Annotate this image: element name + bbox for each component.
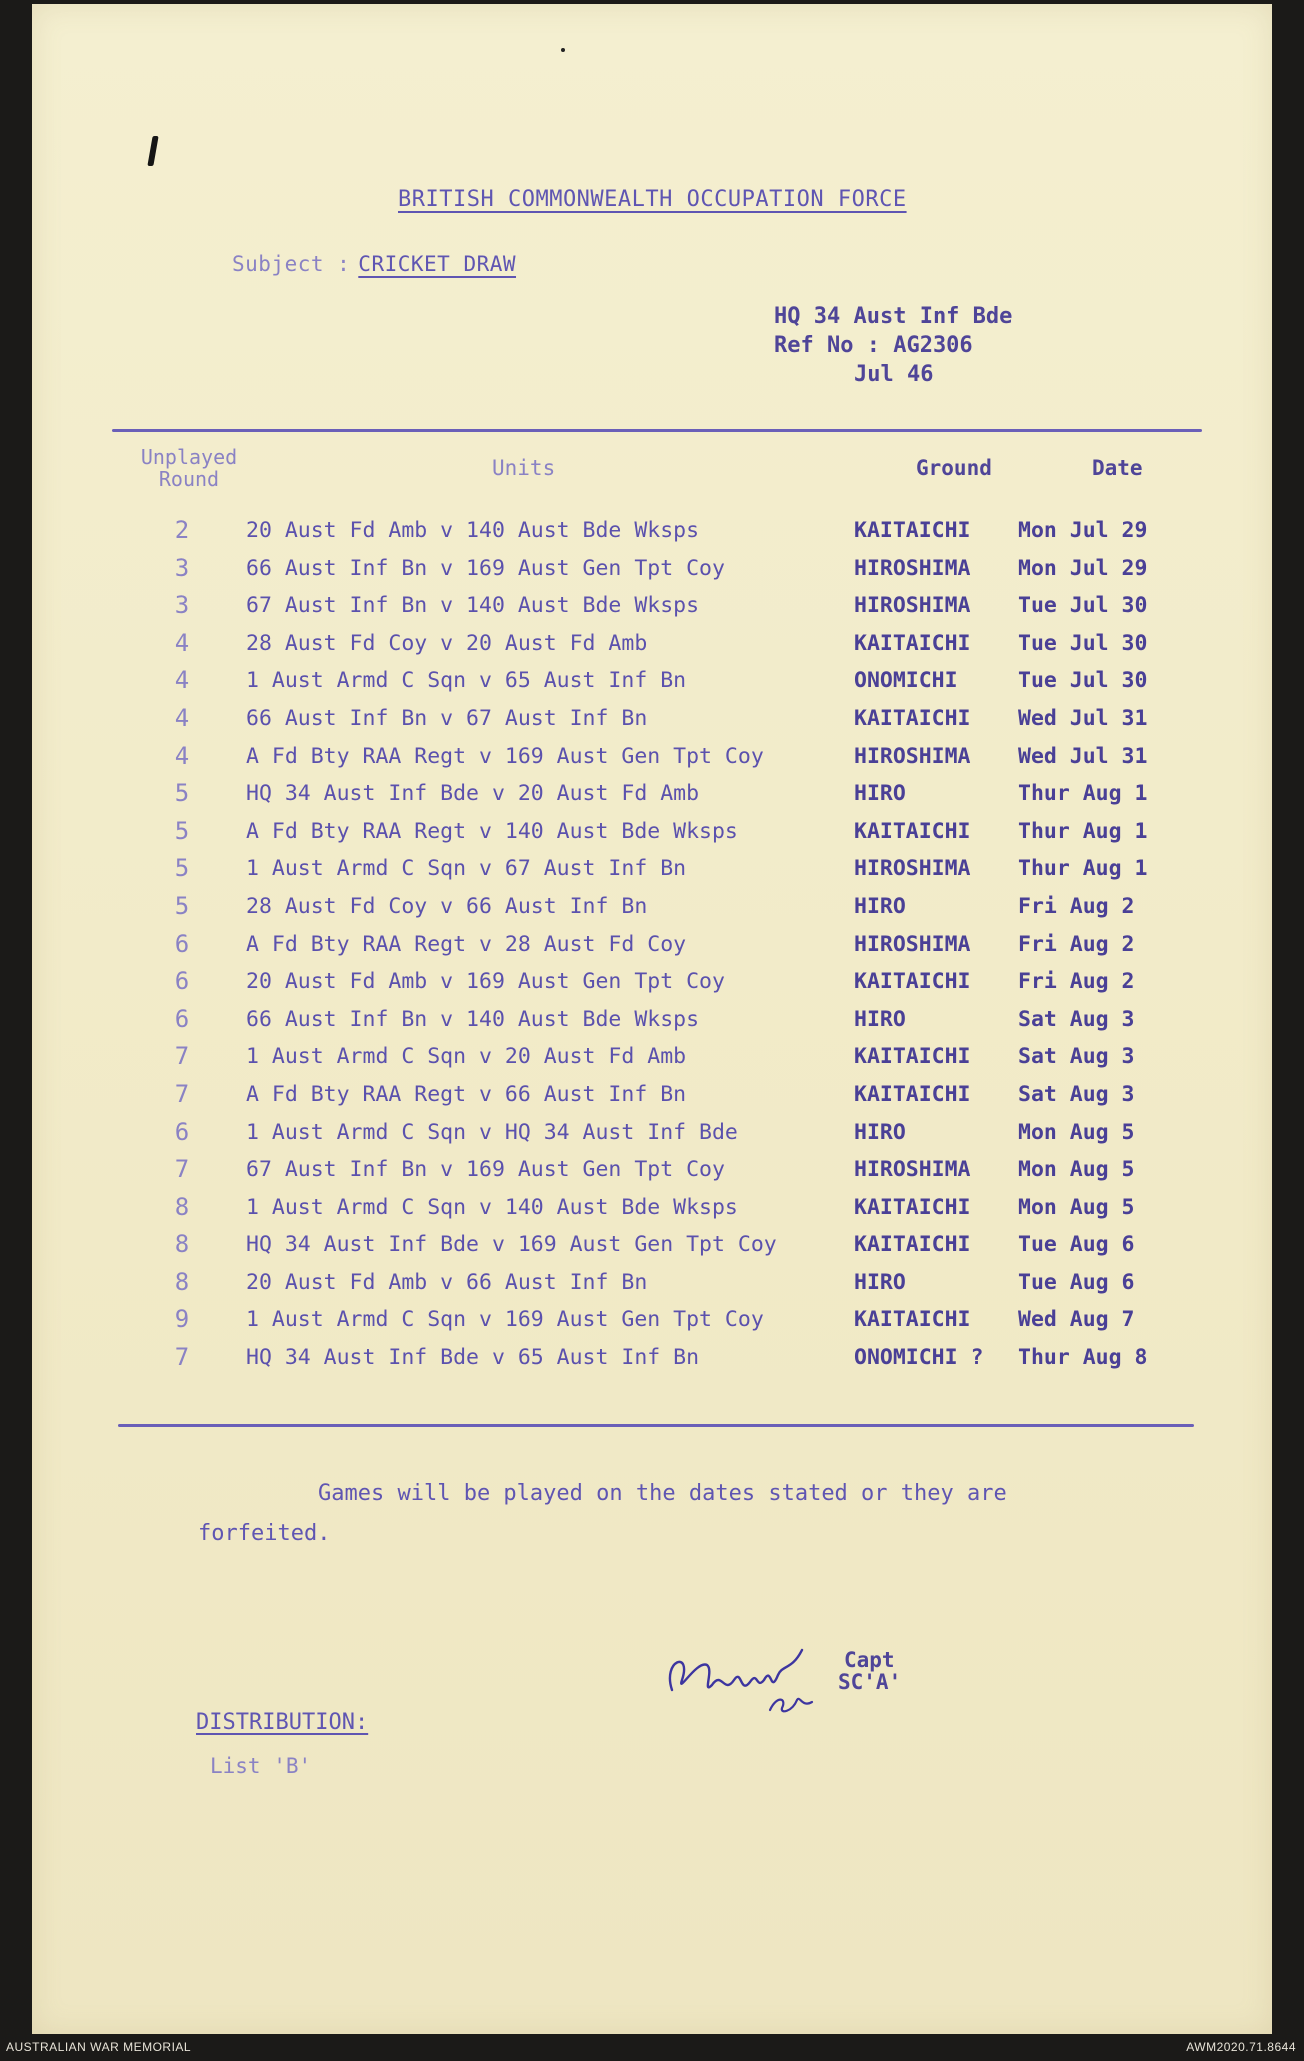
ground-cell: KAITAICHI <box>854 1307 971 1333</box>
round-cell: 6 <box>174 929 190 958</box>
round-cell: 5 <box>174 779 190 808</box>
date-cell: Thur Aug 1 <box>1018 818 1148 844</box>
round-cell: 4 <box>174 741 190 770</box>
round-cell: 5 <box>174 891 190 920</box>
note-line-1: Games will be played on the dates stated or they are <box>318 1481 1007 1506</box>
units-cell: HQ 34 Aust Inf Bde v 169 Aust Gen Tpt Coy <box>246 1232 777 1258</box>
date-cell: Thur Aug 1 <box>1018 781 1148 807</box>
table-row <box>32 856 1272 894</box>
units-cell: 20 Aust Fd Amb v 140 Aust Bde Wksps <box>246 518 700 543</box>
document-page <box>32 4 1272 2034</box>
units-cell: 1 Aust Armd C Sqn v 67 Aust Inf Bn <box>246 856 687 882</box>
date-cell: Wed Jul 31 <box>1018 705 1148 731</box>
ground-cell: HIROSHIMA <box>854 1157 971 1183</box>
ref-line: Ref No : AG2306 <box>774 333 973 358</box>
table-top-rule <box>112 429 1202 432</box>
round-cell: 7 <box>174 1343 190 1372</box>
units-cell: HQ 34 Aust Inf Bde v 65 Aust Inf Bn <box>246 1345 700 1371</box>
round-cell: 3 <box>174 591 190 620</box>
units-cell: 20 Aust Fd Amb v 66 Aust Inf Bn <box>246 1269 648 1295</box>
date-cell: Sat Aug 3 <box>1018 1081 1135 1107</box>
date-cell: Sat Aug 3 <box>1018 1006 1135 1032</box>
table-row <box>32 741 1272 782</box>
table-row <box>32 1267 1272 1308</box>
date-cell: Sat Aug 3 <box>1018 1044 1135 1070</box>
ink-dot-mark <box>561 48 565 52</box>
table-row <box>32 1345 1272 1383</box>
table-row <box>32 1192 1272 1233</box>
units-cell: 1 Aust Armd C Sqn v 169 Aust Gen Tpt Coy <box>246 1307 764 1333</box>
column-header-date: Date <box>1092 456 1143 480</box>
ground-cell: HIROSHIMA <box>854 931 971 957</box>
table-row <box>32 891 1272 932</box>
date-cell: Tue Jul 30 <box>1018 630 1148 656</box>
date-cell: Thur Aug 8 <box>1018 1345 1148 1371</box>
date-cell: Mon Aug 5 <box>1018 1157 1135 1183</box>
table-row <box>32 553 1272 594</box>
ground-cell: KAITAICHI <box>854 1232 971 1258</box>
hq-line: HQ 34 Aust Inf Bde <box>774 304 1013 329</box>
note-line-2: forfeited. <box>198 1521 331 1546</box>
table-row <box>32 1117 1272 1158</box>
units-cell: 67 Aust Inf Bn v 169 Aust Gen Tpt Coy <box>246 1157 725 1183</box>
units-cell: 20 Aust Fd Amb v 169 Aust Gen Tpt Coy <box>246 969 725 995</box>
date-cell: Fri Aug 2 <box>1018 931 1135 957</box>
units-cell: 1 Aust Armd C Sqn v 65 Aust Inf Bn <box>246 668 687 694</box>
round-cell: 9 <box>174 1305 190 1334</box>
date-cell: Wed Jul 31 <box>1018 743 1148 769</box>
date-cell: Mon Jul 29 <box>1018 518 1148 543</box>
round-cell: 4 <box>174 666 190 695</box>
table-row <box>32 628 1272 669</box>
round-cell: 6 <box>174 1117 190 1146</box>
ground-cell: HIROSHIMA <box>854 743 971 769</box>
ground-cell: KAITAICHI <box>854 630 971 656</box>
table-row <box>32 816 1272 857</box>
ground-cell: HIRO <box>854 1269 906 1295</box>
distribution-list: List 'B' <box>210 1754 312 1778</box>
table-row <box>32 1307 1272 1345</box>
units-cell: A Fd Bty RAA Regt v 66 Aust Inf Bn <box>246 1081 687 1107</box>
units-cell: HQ 34 Aust Inf Bde v 20 Aust Fd Amb <box>246 781 700 807</box>
round-cell: 7 <box>174 1079 190 1108</box>
units-cell: A Fd Bty RAA Regt v 140 Aust Bde Wksps <box>246 818 738 844</box>
units-cell: 66 Aust Inf Bn v 169 Aust Gen Tpt Coy <box>246 555 725 581</box>
round-cell: 4 <box>174 628 190 657</box>
table-row <box>32 1157 1272 1195</box>
subject-label: Subject : <box>232 252 351 276</box>
column-header-round: Unplayed Round <box>140 445 238 491</box>
round-cell: 6 <box>174 1004 190 1033</box>
round-cell: 3 <box>174 553 190 582</box>
ground-cell: HIRO <box>854 1119 906 1145</box>
date-cell: Tue Aug 6 <box>1018 1269 1135 1295</box>
ground-cell: HIROSHIMA <box>854 593 971 619</box>
table-row <box>32 593 1272 631</box>
table-row <box>32 969 1272 1007</box>
signature <box>652 1640 862 1720</box>
footer-source: AUSTRALIAN WAR MEMORIAL <box>6 2040 192 2054</box>
ground-cell: KAITAICHI <box>854 1194 971 1220</box>
units-cell: 1 Aust Armd C Sqn v 140 Aust Bde Wksps <box>246 1194 738 1220</box>
units-cell: 28 Aust Fd Coy v 66 Aust Inf Bn <box>246 893 648 919</box>
fixture-table <box>32 518 1272 1383</box>
table-row <box>32 703 1272 744</box>
units-cell: A Fd Bty RAA Regt v 169 Aust Gen Tpt Coy <box>246 743 764 769</box>
sc-label: SC'A' <box>838 1670 902 1694</box>
ink-tick-mark <box>147 136 158 166</box>
forfeit-note <box>198 1474 1148 1554</box>
distribution-label: DISTRIBUTION: <box>196 1710 369 1735</box>
date-cell: Thur Aug 1 <box>1018 856 1148 882</box>
document-title: BRITISH COMMONWEALTH OCCUPATION FORCE <box>398 187 907 212</box>
round-cell: 8 <box>174 1230 190 1259</box>
round-cell: 8 <box>174 1267 190 1296</box>
table-row <box>32 668 1272 706</box>
ground-cell: ONOMICHI ? <box>854 1345 984 1371</box>
date-line: Jul 46 <box>854 362 934 387</box>
ground-cell: HIRO <box>854 893 906 919</box>
round-cell: 6 <box>174 967 190 996</box>
round-cell: 4 <box>174 703 190 732</box>
column-header-units: Units <box>492 456 556 480</box>
units-cell: 1 Aust Armd C Sqn v 20 Aust Fd Amb <box>246 1044 687 1070</box>
subject-line <box>232 252 516 276</box>
round-cell: 5 <box>174 854 190 883</box>
round-cell: 7 <box>174 1155 190 1184</box>
ground-cell: KAITAICHI <box>854 518 971 543</box>
round-cell: 7 <box>174 1042 190 1071</box>
units-cell: 1 Aust Armd C Sqn v HQ 34 Aust Inf Bde <box>246 1119 738 1145</box>
units-cell: 67 Aust Inf Bn v 140 Aust Bde Wksps <box>246 593 700 619</box>
date-cell: Tue Aug 6 <box>1018 1232 1135 1258</box>
subject-value: CRICKET DRAW <box>358 252 517 276</box>
units-cell: 28 Aust Fd Coy v 20 Aust Fd Amb <box>246 630 648 656</box>
round-cell: 2 <box>174 516 190 544</box>
ground-cell: KAITAICHI <box>854 1081 971 1107</box>
ground-cell: KAITAICHI <box>854 969 971 995</box>
ground-cell: HIRO <box>854 1006 906 1032</box>
signatory-title <box>838 1649 901 1693</box>
ground-cell: KAITAICHI <box>854 818 971 844</box>
table-row <box>32 1232 1272 1270</box>
date-cell: Mon Aug 5 <box>1018 1119 1135 1145</box>
ground-cell: KAITAICHI <box>854 705 971 731</box>
date-cell: Mon Aug 5 <box>1018 1194 1135 1220</box>
table-row <box>32 929 1272 970</box>
table-row <box>32 1079 1272 1120</box>
ground-cell: HIROSHIMA <box>854 555 971 581</box>
column-header-ground: Ground <box>916 456 992 480</box>
date-cell: Wed Aug 7 <box>1018 1307 1135 1333</box>
footer-accession: AWM2020.71.8644 <box>1186 2040 1296 2054</box>
date-cell: Mon Jul 29 <box>1018 555 1148 581</box>
units-cell: 66 Aust Inf Bn v 67 Aust Inf Bn <box>246 705 648 731</box>
round-cell: 5 <box>174 816 190 845</box>
date-cell: Tue Jul 30 <box>1018 593 1148 619</box>
reference-block <box>774 302 1012 389</box>
table-row <box>32 1004 1272 1045</box>
ground-cell: HIROSHIMA <box>854 856 971 882</box>
date-cell: Fri Aug 2 <box>1018 893 1135 919</box>
round-cell: 8 <box>174 1192 190 1221</box>
units-cell: 66 Aust Inf Bn v 140 Aust Bde Wksps <box>246 1006 700 1032</box>
ground-cell: ONOMICHI <box>854 668 958 694</box>
table-row <box>32 518 1272 556</box>
date-cell: Tue Jul 30 <box>1018 668 1148 694</box>
capt-label: Capt <box>844 1648 895 1672</box>
date-cell: Fri Aug 2 <box>1018 969 1135 995</box>
units-cell: A Fd Bty RAA Regt v 28 Aust Fd Coy <box>246 931 687 957</box>
ground-cell: HIRO <box>854 781 906 807</box>
table-bottom-rule <box>118 1424 1194 1427</box>
table-row <box>32 1044 1272 1082</box>
ground-cell: KAITAICHI <box>854 1044 971 1070</box>
table-row <box>32 781 1272 819</box>
